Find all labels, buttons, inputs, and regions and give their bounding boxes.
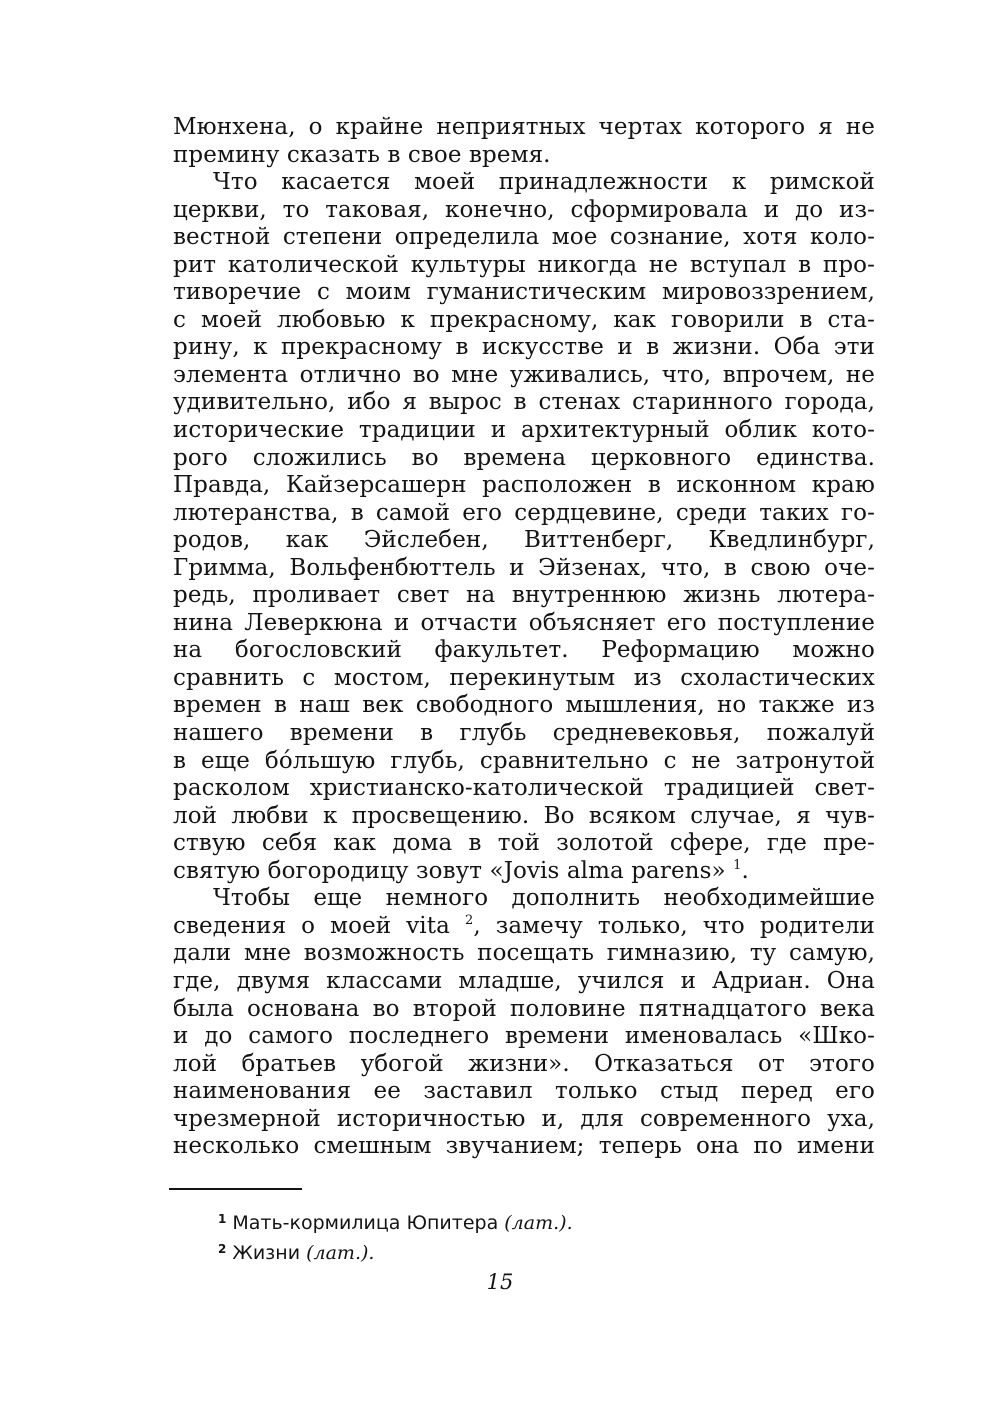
text-line: расколом христианско-католической традицией свет-: [173, 775, 875, 802]
footnote-reference: 2: [464, 912, 474, 928]
text-line: была основана во второй половине пятнадцатого века: [173, 995, 875, 1022]
text-line: чрезмерной историчностью и, для современного уха,: [173, 1105, 875, 1132]
text-fragment: .: [741, 857, 749, 884]
footnote-divider: [169, 1188, 302, 1190]
text-line: премину сказать в свое время.: [173, 141, 551, 168]
footnote-mark: 1: [218, 1212, 227, 1226]
footnote-text: Мать-кормилица Юпитера: [232, 1212, 505, 1234]
text-fragment: , замечу только, что родители: [473, 912, 875, 939]
text-line: рого сложились во времена церковного единства.: [173, 444, 875, 471]
text-line: наименования ее заставил только стыд перед его: [173, 1078, 875, 1105]
text-line: Чтобы еще немного дополнить необходимейшие: [213, 885, 875, 912]
page-number: 15: [486, 1270, 514, 1294]
text-line: нашего времени в глубь средневековья, пожалуй: [173, 720, 875, 747]
text-line: с моей любовью к прекрасному, как говорили в ста-: [173, 306, 875, 333]
text-line: ствую себя как дома в той золотой сфере, где пре-: [173, 830, 875, 857]
text-line: вестной степени определила мое сознание, хотя коло-: [173, 224, 875, 251]
text-line: и до самого последнего времени именовалась «Шко-: [173, 1023, 875, 1050]
text-line: на богословский факультет. Реформацию можно: [173, 637, 875, 664]
text-line: Гримма, Вольфенбюттель и Эйзенах, что, в свою оче-: [173, 554, 875, 581]
text-line: редь, проливает свет на внутреннюю жизнь лютера-: [173, 582, 875, 609]
text-line: лой любви к просвещению. Во всяком случае, я чув-: [173, 802, 875, 829]
text-line: церкви, то таковая, конечно, сформировала и до из-: [173, 196, 875, 223]
text-line: нина Леверкюна и отчасти объясняет его поступление: [173, 609, 875, 636]
footnotes: [218, 1206, 573, 1266]
text-line: тиворечие с моим гуманистическим мировоззрением,: [173, 279, 875, 306]
text-line: Правда, Кайзерсашерн расположен в исконном краю: [173, 472, 875, 499]
text-fragment: святую богородицу зовут «Jovis alma parens»: [173, 857, 726, 884]
text-line: исторические традиции и архитектурный облик кото-: [173, 417, 875, 444]
footnote: [218, 1236, 573, 1266]
text-line: в еще бóльшую глубь, сравнительно с не затронутой: [173, 747, 875, 774]
text-line: родов, как Эйслебен, Виттенберг, Кведлинбург,: [173, 527, 875, 554]
footnote: [218, 1206, 573, 1236]
text-line: сравнить с мостом, перекинутым из схоластических: [173, 664, 875, 691]
text-line: [173, 913, 875, 941]
text-line: лой братьев убогой жизни». Отказаться от этого: [173, 1050, 875, 1077]
text-line: где, двумя классами младше, учился и Адриан. Она: [173, 967, 875, 994]
text-line: дали мне возможность посещать гимназию, ту самую,: [173, 940, 875, 967]
footnote-text: Жизни: [232, 1242, 307, 1264]
text-line: рит католической культуры никогда не вступал в про-: [173, 251, 875, 278]
footnote-mark: 2: [218, 1242, 227, 1256]
footnote-language: (лат.).: [504, 1212, 573, 1234]
text-line: лютеранства, в самой его сердцевине, среди таких го-: [173, 499, 875, 526]
footnote-reference: 1: [733, 857, 742, 873]
text-line: несколько смешным звучанием; теперь она по имени: [173, 1133, 875, 1160]
text-line: времен в наш век свободного мышления, но также из: [173, 692, 875, 719]
footnote-language: (лат.).: [306, 1242, 375, 1264]
text-fragment: сведения о моей vita: [173, 912, 450, 939]
text-line: Что касается моей принадлежности к римской: [213, 169, 875, 196]
text-line: рину, к прекрасному в искусстве и в жизни. Оба эти: [173, 334, 875, 361]
page-text: [173, 114, 875, 1161]
text-line: удивительно, ибо я вырос в стенах старинного города,: [173, 389, 875, 416]
text-line: [173, 858, 875, 886]
text-line: Мюнхена, о крайне неприятных чертах которого я не: [173, 114, 875, 140]
text-line: элемента отлично во мне уживались, что, впрочем, не: [173, 361, 875, 388]
